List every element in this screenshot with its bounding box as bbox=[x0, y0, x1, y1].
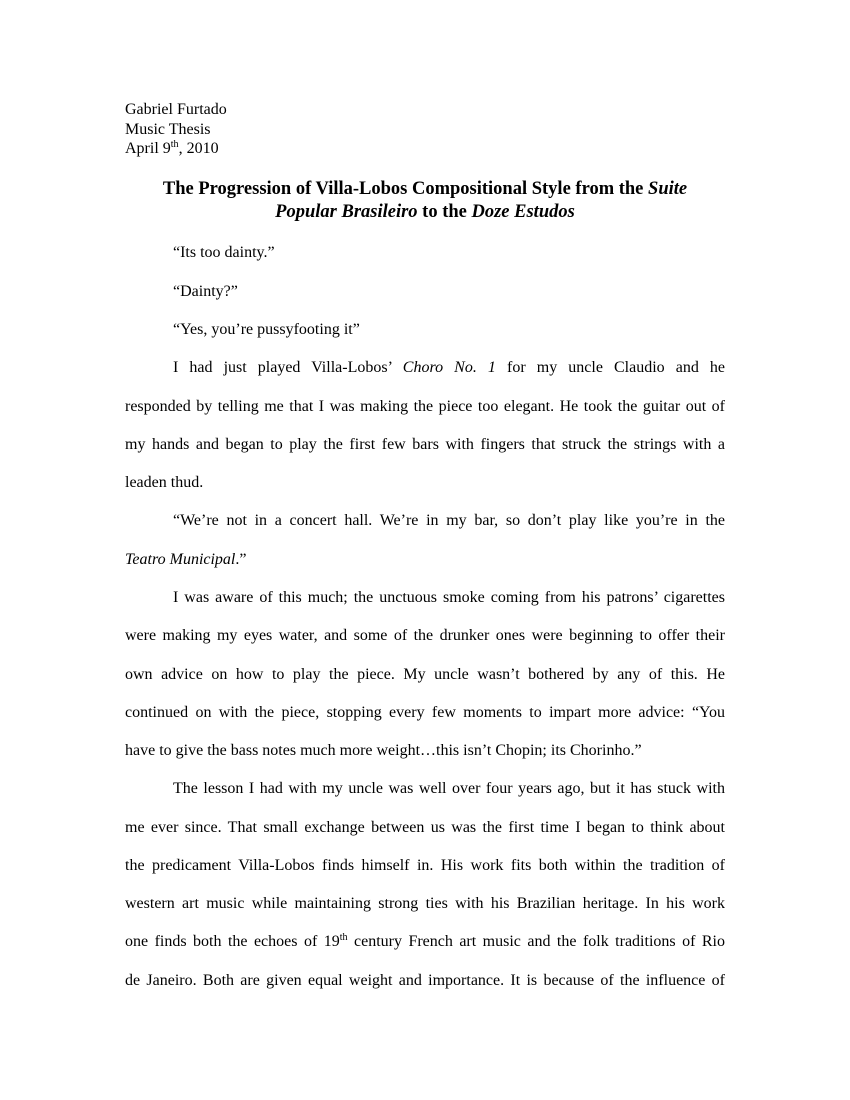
paragraph-line: de Janeiro. Both are given equal weight and importance. It is because of the influence of bbox=[125, 972, 725, 989]
paragraph-line: the predicament Villa-Lobos finds himself in. His work fits both within the tradition of bbox=[125, 857, 725, 874]
paragraph-line: western art music while maintaining strong ties with his Brazilian heritage. In his work bbox=[125, 895, 725, 912]
paragraph-line: responded by telling me that I was making the piece too elegant. He took the guitar out of bbox=[125, 398, 725, 415]
paragraph-line: The lesson I had with my uncle was well over four years ago, but it has stuck with bbox=[173, 780, 725, 797]
paragraph-line: I had just played Villa-Lobos’ Choro No. 1 for my uncle Claudio and he bbox=[173, 359, 726, 376]
paragraph-line: were making my eyes water, and some of the drunker ones were beginning to offer their bbox=[125, 627, 725, 644]
paragraph-line: Teatro Municipal.” bbox=[125, 551, 247, 568]
paragraph-line: continued on with the piece, stopping every few moments to impart more advice: “You bbox=[125, 704, 725, 721]
dialogue-line: “Dainty?” bbox=[173, 283, 238, 300]
author-name: Gabriel Furtado bbox=[125, 101, 227, 118]
dialogue-line: “Its too dainty.” bbox=[173, 244, 275, 261]
dialogue-line: “Yes, you’re pussyfooting it” bbox=[173, 321, 360, 338]
paragraph-line: one finds both the echoes of 19th century French art music and the folk traditions of Rio bbox=[125, 932, 725, 950]
header-block bbox=[125, 100, 227, 159]
document-date: April 9th, 2010 bbox=[125, 139, 219, 157]
course-name: Music Thesis bbox=[125, 120, 211, 138]
paragraph-line: me ever since. That small exchange between us was the first time I began to think about bbox=[125, 819, 725, 836]
paragraph-line: own advice on how to play the piece. My uncle wasn’t bothered by any of this. He bbox=[125, 666, 725, 683]
paragraph-line: I was aware of this much; the unctuous smoke coming from his patrons’ cigarettes bbox=[173, 589, 725, 606]
document-title: The Progression of Villa-Lobos Compositional Style from the Suite Popular Brasileiro to the Doze Estudos bbox=[162, 179, 688, 222]
paragraph-line: leaden thud. bbox=[125, 474, 204, 491]
paragraph-line: “We’re not in a concert hall. We’re in my bar, so don’t play like you’re in the bbox=[173, 512, 725, 529]
paragraph-line: my hands and began to play the first few bars with fingers that struck the strings with a bbox=[125, 436, 725, 453]
paragraph-line: have to give the bass notes much more weight…this isn’t Chopin; its Chorinho.” bbox=[125, 742, 642, 759]
